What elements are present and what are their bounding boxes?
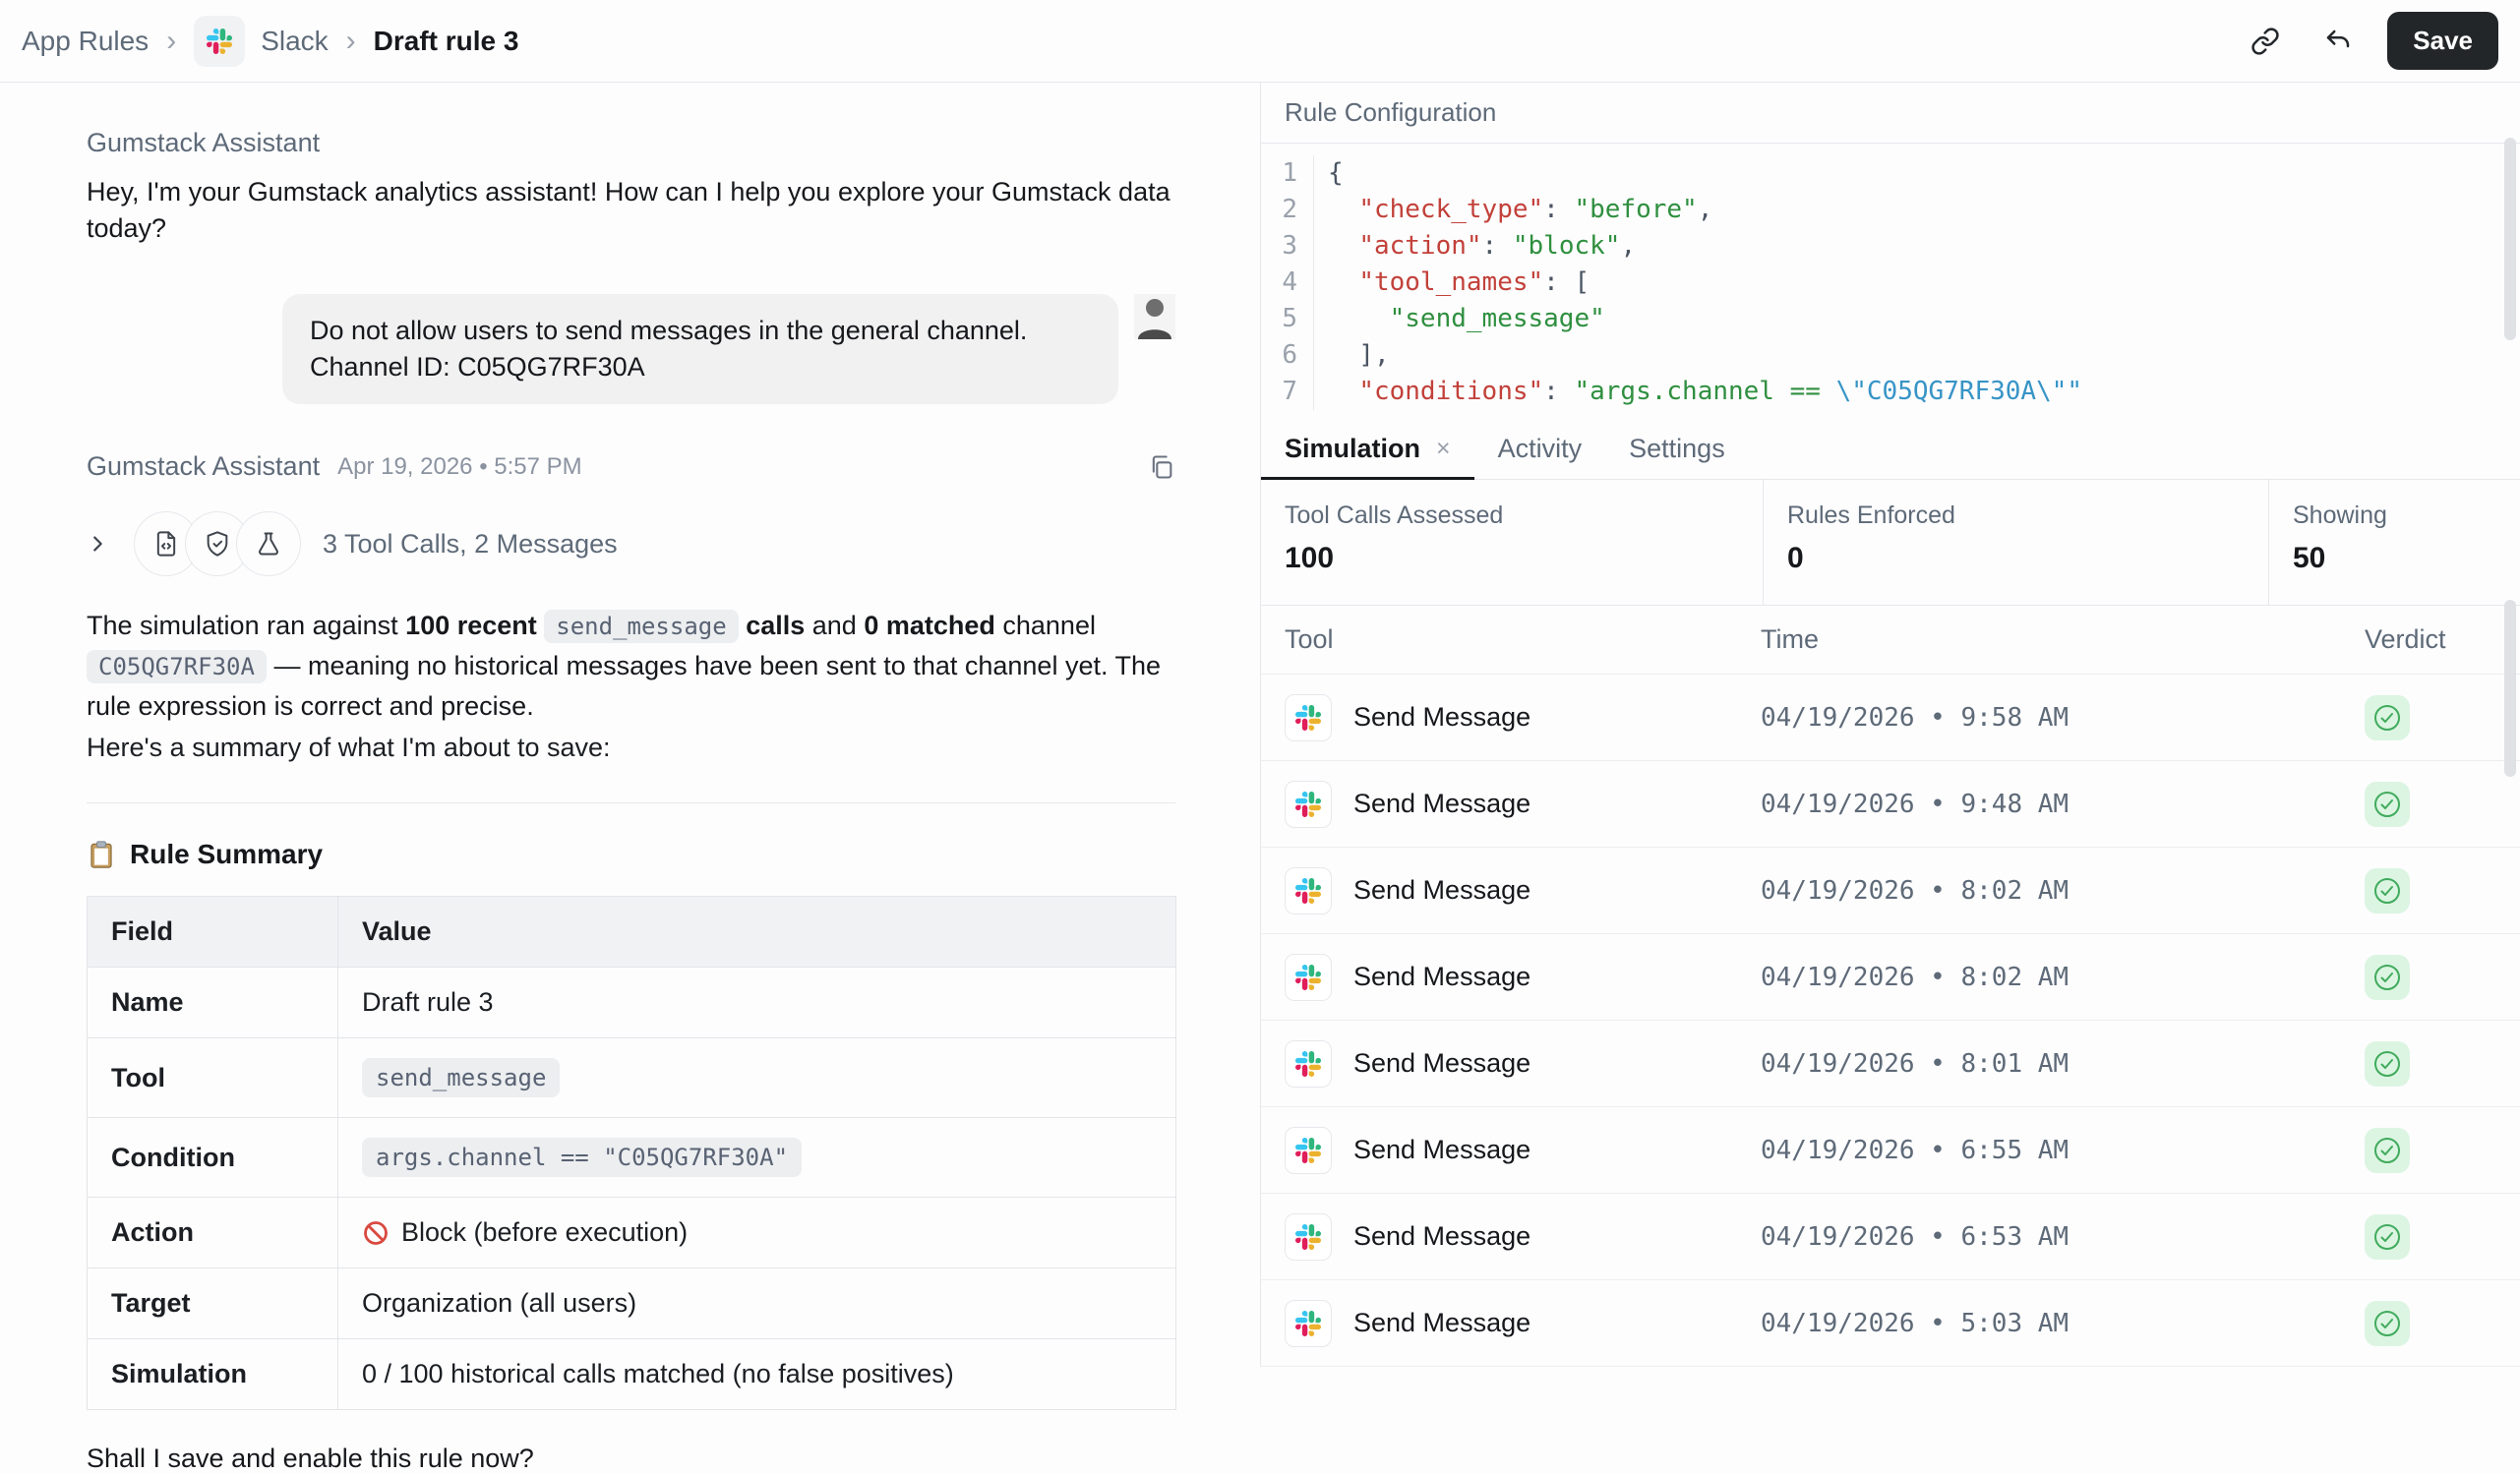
tool-name: Send Message <box>1353 1048 1531 1078</box>
call-time: 04/19/2026 • 8:01 AM <box>1761 1048 2070 1079</box>
assistant-message-header <box>87 451 1175 482</box>
rule-summary-heading: Rule Summary <box>87 839 1175 870</box>
editor-scrollbar[interactable] <box>2504 138 2516 340</box>
verdict-pass-icon <box>2365 695 2410 740</box>
summary-field: Target <box>88 1268 338 1338</box>
summary-header-row <box>88 897 1175 967</box>
tool-name: Send Message <box>1353 1308 1531 1337</box>
code-pill: send_message <box>544 610 738 643</box>
code-line: 4 "tool_names": [ <box>1261 265 2520 301</box>
call-time: 04/19/2026 • 8:02 AM <box>1761 875 2070 906</box>
table-row[interactable] <box>1261 934 2520 1021</box>
block-icon <box>362 1219 390 1247</box>
stat-rules-enforced: Rules Enforced 0 <box>1764 480 2269 605</box>
tool-name: Send Message <box>1353 1221 1531 1251</box>
col-tool: Tool <box>1285 624 1334 654</box>
code-line: 6 ], <box>1261 337 2520 374</box>
message-timestamp: Apr 19, 2026 • 5:57 PM <box>337 452 582 480</box>
simulation-table <box>1261 606 2520 1367</box>
summary-field: Action <box>88 1198 338 1268</box>
link-icon <box>2250 27 2280 56</box>
slack-icon <box>1285 1213 1332 1261</box>
summary-row <box>88 967 1175 1037</box>
slack-icon <box>207 29 232 54</box>
summary-value: Organization (all users) <box>362 1288 637 1318</box>
chevron-right-icon <box>87 533 108 555</box>
stat-showing: Showing 50 <box>2293 501 2387 574</box>
breadcrumb-app-rules[interactable]: App Rules <box>22 25 150 56</box>
summary-intro-text: Here's a summary of what I'm about to save: <box>87 733 611 762</box>
verdict-pass-icon <box>2365 782 2410 827</box>
summary-col-value: Value <box>362 916 432 946</box>
code-line: 5 "send_message" <box>1261 301 2520 337</box>
tab-simulation[interactable]: Simulation × <box>1261 420 1474 479</box>
summary-value: args.channel == "C05QG7RF30A" <box>338 1118 1175 1197</box>
table-row[interactable] <box>1261 1021 2520 1107</box>
line-number: 3 <box>1261 228 1314 265</box>
topbar-actions <box>2242 12 2498 70</box>
stat-tool-calls-assessed: Tool Calls Assessed 100 <box>1261 480 1764 605</box>
line-number: 1 <box>1261 155 1314 192</box>
slack-icon <box>1285 781 1332 828</box>
close-icon[interactable]: × <box>1436 435 1451 463</box>
chevron-right-icon: › <box>345 24 356 57</box>
summary-field: Simulation <box>88 1339 338 1409</box>
clipboard-icon <box>87 840 116 869</box>
user-message-bubble: Do not allow users to send messages in the general channel. Channel ID: C05QG7RF30A <box>282 294 1118 404</box>
tool-call-icons <box>134 511 301 576</box>
code-line: 7 "conditions": "args.channel == \"C05QG7RF30A\"" <box>1261 374 2520 410</box>
breadcrumb <box>22 16 518 67</box>
call-time: 04/19/2026 • 5:03 AM <box>1761 1308 2070 1338</box>
simulation-table-header <box>1261 606 2520 675</box>
copy-link-button[interactable] <box>2242 18 2289 65</box>
call-time: 04/19/2026 • 9:48 AM <box>1761 789 2070 819</box>
rule-summary-table <box>87 896 1176 1410</box>
top-bar <box>0 0 2520 83</box>
line-number: 5 <box>1261 301 1314 337</box>
summary-field: Condition <box>88 1118 338 1197</box>
flask-icon <box>236 511 301 576</box>
summary-row <box>88 1037 1175 1117</box>
tool-name: Send Message <box>1353 875 1531 905</box>
slack-icon <box>1285 1040 1332 1088</box>
tool-name: Send Message <box>1353 962 1531 991</box>
assistant-name: Gumstack Assistant <box>87 451 321 481</box>
code-pill: C05QG7RF30A <box>87 650 267 683</box>
closing-question: Shall I save and enable this rule now? <box>87 1444 534 1473</box>
slack-icon <box>1285 1127 1332 1174</box>
call-time: 04/19/2026 • 9:58 AM <box>1761 702 2070 733</box>
table-row[interactable] <box>1261 1107 2520 1194</box>
tab-bar <box>1261 420 2520 480</box>
copy-message-button[interactable] <box>1148 453 1175 481</box>
call-time: 04/19/2026 • 6:55 AM <box>1761 1135 2070 1165</box>
summary-field: Name <box>88 968 338 1037</box>
summary-value: Draft rule 3 <box>362 987 494 1017</box>
slack-icon <box>1285 867 1332 914</box>
verdict-pass-icon <box>2365 1301 2410 1346</box>
summary-row <box>88 1117 1175 1197</box>
table-row[interactable] <box>1261 1280 2520 1367</box>
undo-button[interactable] <box>2314 18 2362 65</box>
verdict-pass-icon <box>2365 955 2410 1000</box>
undo-icon <box>2323 27 2353 56</box>
slack-app-chip[interactable] <box>194 16 245 67</box>
user-avatar <box>1134 294 1175 339</box>
slack-icon <box>1285 1300 1332 1347</box>
save-button[interactable]: Save <box>2387 12 2498 70</box>
simulation-result-text: The simulation ran against 100 recent send_message calls and 0 matched channel C05QG7RF30A — meaning no historical messages have been sent to that channel yet. The rule expression is correct and precise. <box>87 611 1162 721</box>
table-row[interactable] <box>1261 675 2520 761</box>
verdict-pass-icon <box>2365 1128 2410 1173</box>
chat-panel <box>0 83 1261 1473</box>
col-time: Time <box>1761 624 1819 654</box>
summary-row <box>88 1268 1175 1338</box>
rule-config-title: Rule Configuration <box>1261 83 2520 144</box>
breadcrumb-slack[interactable]: Slack <box>261 25 329 56</box>
verdict-pass-icon <box>2365 868 2410 914</box>
person-avatar-icon <box>1134 294 1175 339</box>
slack-icon <box>1285 954 1332 1001</box>
breadcrumb-current-rule: Draft rule 3 <box>373 25 519 56</box>
summary-field: Tool <box>88 1038 338 1117</box>
call-time: 04/19/2026 • 6:53 AM <box>1761 1221 2070 1252</box>
table-row[interactable] <box>1261 1194 2520 1280</box>
summary-row <box>88 1197 1175 1268</box>
line-number: 4 <box>1261 265 1314 301</box>
simulation-stats <box>1261 480 2520 606</box>
copy-icon <box>1148 453 1175 481</box>
tool-name: Send Message <box>1353 789 1531 818</box>
code-line: 1 { <box>1261 155 2520 192</box>
tab-settings[interactable]: Settings <box>1629 434 1725 464</box>
chevron-right-icon: › <box>166 24 177 57</box>
assistant-greeting: Hey, I'm your Gumstack analytics assistant! How can I help you explore your Gumstack data today? <box>87 177 1170 243</box>
verdict-pass-icon <box>2365 1041 2410 1087</box>
tool-calls-collapsed-row[interactable] <box>87 511 1175 576</box>
summary-row <box>88 1338 1175 1409</box>
table-row[interactable] <box>1261 848 2520 934</box>
tool-calls-summary: 3 Tool Calls, 2 Messages <box>323 528 618 559</box>
line-number: 6 <box>1261 337 1314 374</box>
tool-name: Send Message <box>1353 1135 1531 1164</box>
tab-activity[interactable]: Activity <box>1497 434 1583 464</box>
table-scrollbar[interactable] <box>2504 600 2516 777</box>
divider <box>87 802 1175 803</box>
code-line: 2 "check_type": "before", <box>1261 192 2520 228</box>
verdict-pass-icon <box>2365 1214 2410 1260</box>
summary-value: send_message <box>338 1038 1175 1117</box>
table-row[interactable] <box>1261 761 2520 848</box>
summary-col-field: Field <box>88 897 338 967</box>
code-line: 3 "action": "block", <box>1261 228 2520 265</box>
col-verdict: Verdict <box>2365 624 2446 654</box>
line-number: 7 <box>1261 374 1314 410</box>
rule-config-code-editor[interactable] <box>1261 144 2520 420</box>
line-number: 2 <box>1261 192 1314 228</box>
call-time: 04/19/2026 • 8:02 AM <box>1761 962 2070 992</box>
user-message-row <box>87 294 1175 404</box>
assistant-name: Gumstack Assistant <box>87 128 321 157</box>
rule-config-panel <box>1261 83 2520 1367</box>
summary-value: 0 / 100 historical calls matched (no false positives) <box>362 1359 954 1388</box>
summary-value: Block (before execution) <box>338 1198 1175 1268</box>
tool-name: Send Message <box>1353 702 1531 732</box>
slack-icon <box>1285 694 1332 741</box>
